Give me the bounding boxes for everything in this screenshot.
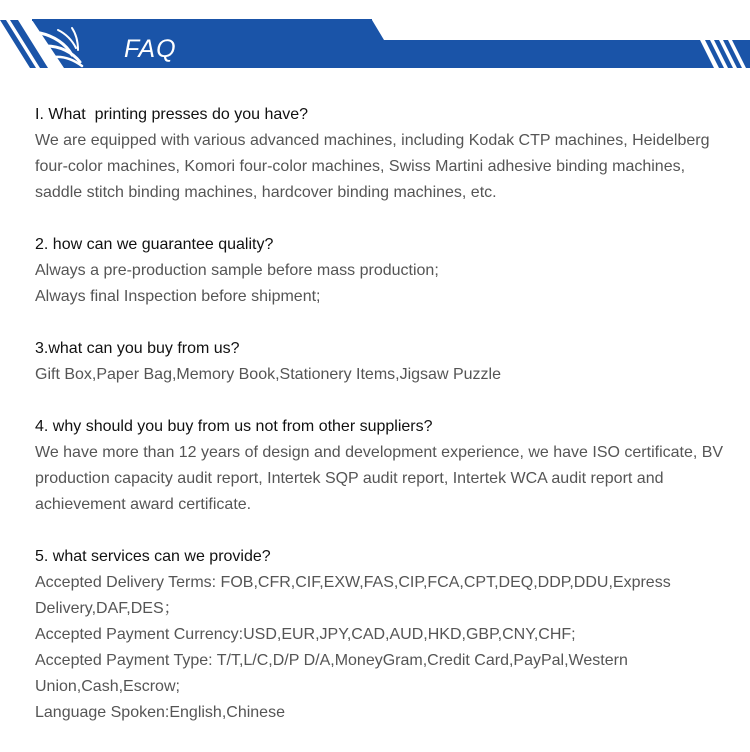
faq-item-4 (35, 414, 735, 518)
banner-graphic (0, 0, 750, 72)
faq-answer-line: Language Spoken:English,Chinese (35, 704, 285, 721)
faq-answer-line: Union,Cash,Escrow; (35, 678, 180, 695)
faq-list (35, 102, 735, 752)
banner-title: FAQ (124, 35, 177, 63)
faq-answer-line: Accepted Payment Type: T/T,L/C,D/P D/A,MoneyGram,Credit Card,PayPal,Western (35, 652, 628, 669)
faq-banner (0, 0, 750, 72)
faq-answer-line: Accepted Payment Currency:USD,EUR,JPY,CAD,AUD,HKD,GBP,CNY,CHF; (35, 626, 576, 643)
faq-answer-line: achievement award certificate. (35, 496, 252, 513)
faq-item-2 (35, 232, 735, 310)
faq-item-5 (35, 544, 735, 726)
faq-item-1 (35, 102, 735, 206)
faq-answer-line: We are equipped with various advanced machines, including Kodak CTP machines, Heidelberg (35, 132, 710, 149)
faq-question: 5. what services can we provide? (35, 548, 271, 565)
faq-answer-line: production capacity audit report, Intertek SQP audit report, Intertek WCA audit report and (35, 470, 664, 487)
faq-answer-line: Always a pre-production sample before mass production; (35, 262, 439, 279)
faq-answer-line: Gift Box,Paper Bag,Memory Book,Stationery Items,Jigsaw Puzzle (35, 366, 501, 383)
faq-question: I. What printing presses do you have? (35, 106, 309, 123)
faq-answer-line: saddle stitch binding machines, hardcover binding machines, etc. (35, 184, 497, 201)
faq-answer-line: Accepted Delivery Terms: FOB,CFR,CIF,EXW,FAS,CIP,FCA,CPT,DEQ,DDP,DDU,Express (35, 574, 671, 591)
faq-question: 3.what can you buy from us? (35, 340, 240, 357)
faq-answer-line: Delivery,DAF,DES； (35, 600, 180, 617)
faq-item-3 (35, 336, 735, 388)
faq-question: 4. why should you buy from us not from other suppliers? (35, 418, 433, 435)
faq-question: 2. how can we guarantee quality? (35, 236, 274, 253)
faq-answer-line: Always final Inspection before shipment; (35, 288, 321, 305)
faq-answer-line: We have more than 12 years of design and development experience, we have ISO certificate, BV (35, 444, 724, 461)
faq-answer-line: four-color machines, Komori four-color machines, Swiss Martini adhesive binding machines, (35, 158, 686, 175)
